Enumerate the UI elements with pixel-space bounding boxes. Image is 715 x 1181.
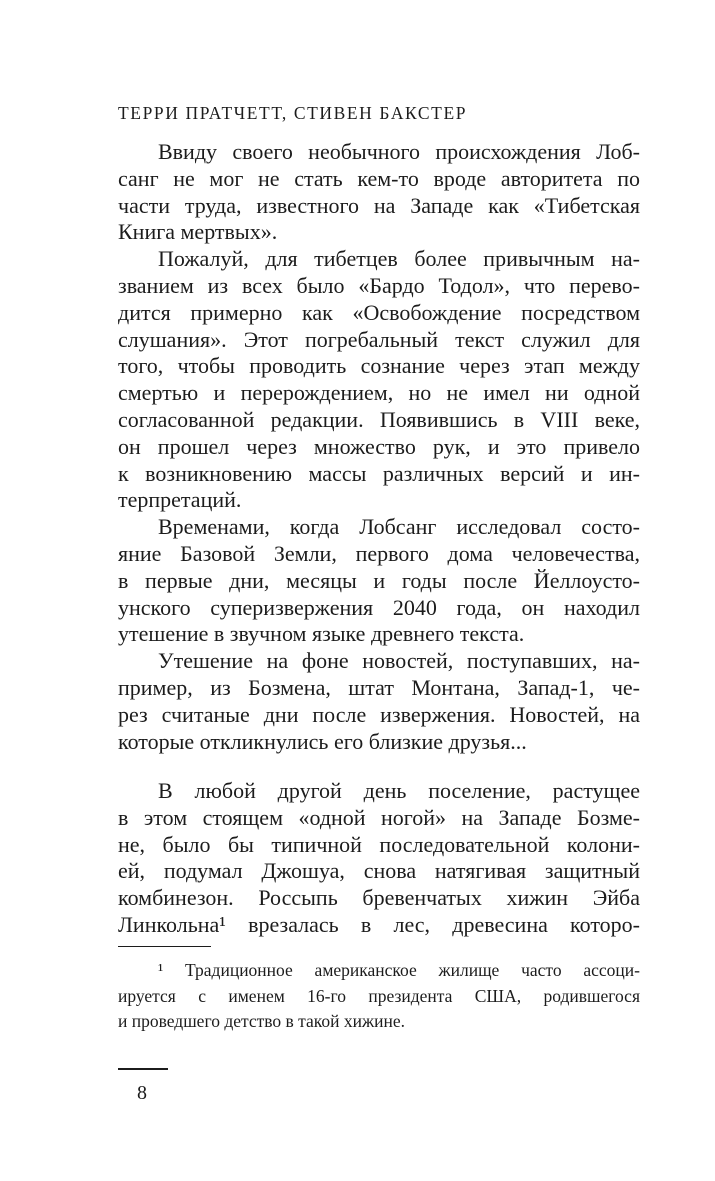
body-text-section-2 [118,778,640,939]
text-line: Линкольна¹ врезалась в лес, древесина которо- [118,911,640,937]
paragraph [118,778,640,939]
paragraph [118,958,640,1035]
text-line: ей, подумал Джошуа, снова натягивая защитный [118,858,640,884]
body-text-section-1 [118,139,640,755]
text-line: рез считаные дни после извержения. Новостей, на [118,701,640,727]
text-line: не, было бы типичной последовательной колони- [118,831,640,857]
text-line: Утешение на фоне новостей, поступавших, на- [158,648,640,674]
text-line: утешение в звучном языке древнего текста. [118,621,525,647]
text-line: терпретаций. [118,487,242,513]
text-line: пример, из Бозмена, штат Монтана, Запад-1, че- [118,674,640,700]
text-line: званием из всех было «Бардо Тодол», что перево- [118,272,640,298]
text-line: он прошел через множество рук, и это привело [118,433,640,459]
text-line: и проведшего детство в такой хижине. [118,1011,405,1031]
paragraph [118,246,640,514]
text-line: которые откликнулись его близкие друзья... [118,728,527,754]
text-line: в этом стоящем «одной ногой» на Западе Бозме- [118,804,640,830]
paragraph [118,648,640,755]
paragraph [118,514,640,648]
page-number: 8 [137,1082,147,1104]
text-line: Книга мертвых». [118,219,278,245]
text-line: дится примерно как «Освобождение посредством [118,299,640,325]
text-line: санг не мог не стать кем-то вроде авторитета по [118,165,640,191]
text-line: Пожалуй, для тибетцев более привычным на- [158,246,640,272]
text-line: ируется с именем 16-го президента США, родившегося [118,985,640,1006]
text-line: части труда, известного на Западе как «Тибетская [118,192,640,218]
text-line: согласованной редакции. Появившись в VIII веке, [118,406,640,432]
text-line: к возникновению массы различных версий и ин- [118,460,640,486]
text-line: того, чтобы проводить сознание через этап между [118,353,640,379]
text-line: в первые дни, месяцы и годы после Йеллоусто- [118,567,640,593]
text-line: яние Базовой Земли, первого дома человечества, [118,540,640,566]
text-line: комбинезон. Россыпь бревенчатых хижин Эйба [118,885,640,911]
running-header: ТЕРРИ ПРАТЧЕТТ, СТИВЕН БАКСТЕР [118,103,468,123]
text-line: унского суперизвержения 2040 года, он находил [118,594,640,620]
page-number-rule [118,1068,168,1070]
paragraph [118,139,640,246]
text-line: Ввиду своего необычного происхождения Лоб- [158,139,640,164]
text-line: слушания». Этот погребальный текст служил для [118,326,640,352]
text-line: ¹ Традиционное американское жилище часто ассоци- [158,960,640,980]
text-line: В любой другой день поселение, растущее [158,778,640,803]
footnote-separator [118,946,211,947]
footnote [118,958,640,1035]
text-line: смертью и перерождением, но не имел ни одной [118,380,640,406]
text-line: Временами, когда Лобсанг исследовал состо- [158,514,640,540]
